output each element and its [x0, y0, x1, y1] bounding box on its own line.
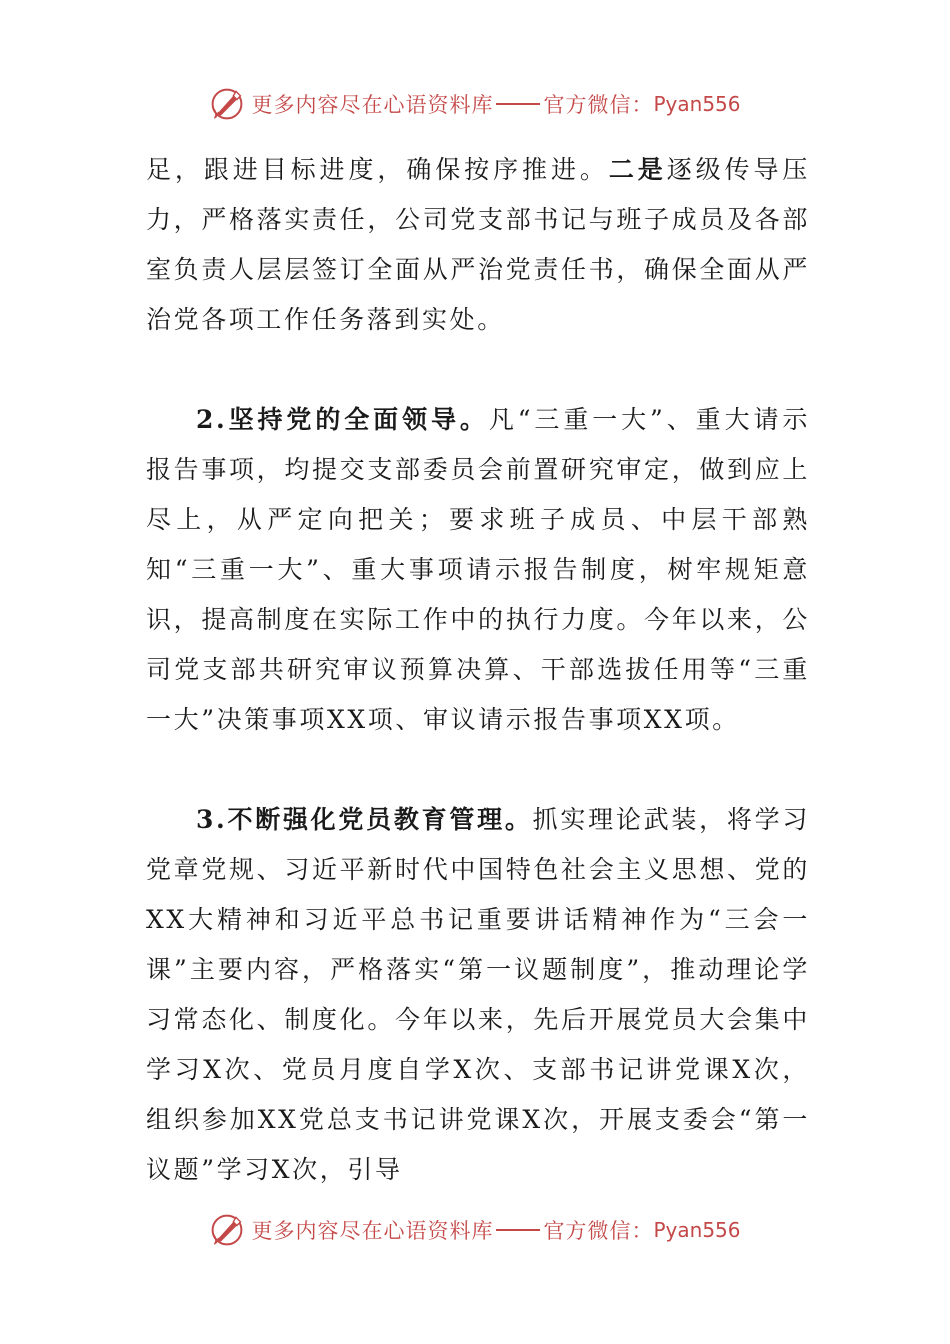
paragraph-1-text: 逐级传导压力，严格落实责任，公司党支部书记与班子成员及各部室负责人层层签订全面从严治党责任书，确保全面从严治党各项工作任务落到实处。	[146, 155, 810, 334]
banner-wechat-label: 官方微信：	[543, 93, 654, 117]
paragraph-1	[146, 145, 810, 345]
paragraph-3-heading: 3.不断强化党员教育管理。	[196, 805, 533, 834]
document-body	[146, 145, 810, 1195]
banner-wechat-id: Pyan556	[653, 1218, 741, 1242]
paragraph-2	[146, 395, 810, 745]
paragraph-2-heading: 2.坚持党的全面领导。	[196, 405, 489, 434]
header-banner	[0, 80, 950, 128]
pen-seal-logo-icon	[209, 1212, 245, 1248]
paragraph-gap	[146, 745, 810, 795]
paragraph-gap	[146, 345, 810, 395]
paragraph-1-bold: 二是	[608, 155, 667, 184]
banner-divider	[496, 103, 540, 105]
banner-wechat-id: Pyan556	[653, 92, 741, 116]
paragraph-1-pre: 足，跟进目标进度，确保按序推进。	[146, 155, 609, 184]
banner-site-name: 更多内容尽在心语资料库	[251, 1219, 494, 1243]
paragraph-2-text: 凡“三重一大”、重大请示报告事项，均提交支部委员会前置研究审定，做到应上尽上，从严定向把关；要求班子成员、中层干部熟知“三重一大”、重大事项请示报告制度，树牢规矩意识，提高制度在实际工作中的执行力度。今年以来，公司党支部共研究审议预算决算、干部选拔任用等“三重一大”决策事项XX项、审议请示报告事项XX项。	[146, 405, 810, 734]
pen-seal-logo-icon	[209, 86, 245, 122]
paragraph-3	[146, 795, 810, 1195]
banner-site-name: 更多内容尽在心语资料库	[251, 93, 494, 117]
banner-divider	[496, 1229, 540, 1231]
paragraph-3-text: 抓实理论武装，将学习党章党规、习近平新时代中国特色社会主义思想、党的XX大精神和习近平总书记重要讲话精神作为“三会一课”主要内容，严格落实“第一议题制度”，推动理论学习常态化、制度化。今年以来，先后开展党员大会集中学习X次、党员月度自学X次、支部书记讲党课X次，组织参加XX党总支书记讲党课X次，开展支委会“第一议题”学习X次，引导	[146, 805, 810, 1184]
banner-wechat-label: 官方微信：	[543, 1219, 654, 1243]
footer-banner	[0, 1206, 950, 1254]
